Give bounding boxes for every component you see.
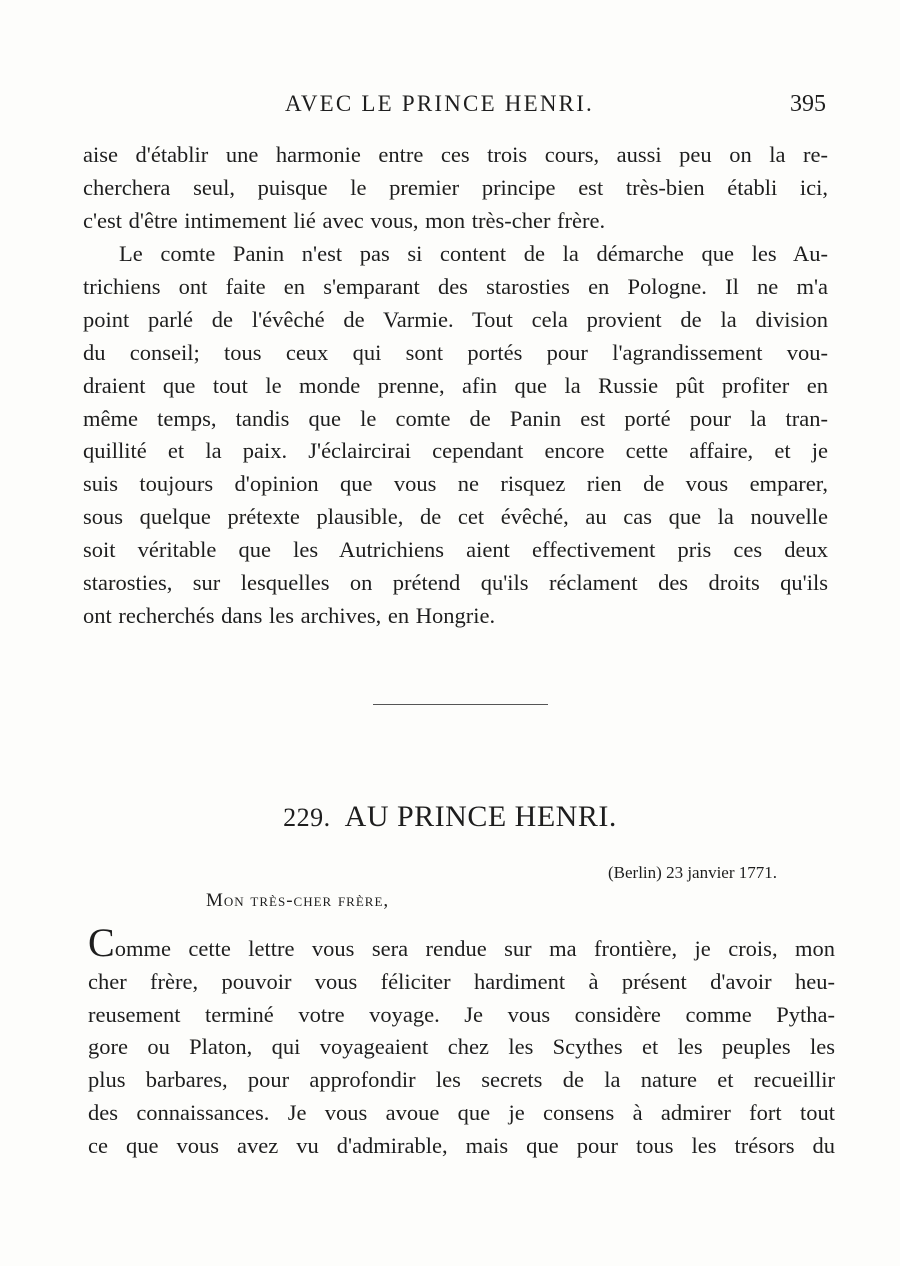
- text-line: Le comte Panin n'est pas si content de la démarche que les Au-: [119, 241, 828, 266]
- text-line: c'est d'être intimement lié avec vous, mon très-cher frère.: [83, 207, 606, 233]
- text-line: sous quelque prétexte plausible, de cet évêché, au cas que la nouvelle: [83, 504, 828, 530]
- paragraph-panin: [83, 238, 828, 633]
- text-line: gore ou Platon, qui voyageaient chez les Scythes et les peuples les: [88, 1034, 835, 1060]
- text-line: du conseil; tous ceux qui sont portés pour l'agrandissement vou-: [83, 339, 828, 365]
- text-line: trichiens ont faite en s'emparant des starosties en Pologne. Il ne m'a: [83, 273, 828, 299]
- text-line: soit véritable que les Autrichiens aient effectivement pris ces deux: [83, 537, 828, 563]
- letter-number: 229.: [283, 803, 331, 832]
- text-line: ce que vous avez vu d'admirable, mais que pour tous les trésors du: [88, 1132, 835, 1158]
- salutation: Mon très-cher frère,: [206, 890, 390, 911]
- running-title: AVEC LE PRINCE HENRI.: [285, 91, 595, 116]
- text-line: draient que tout le monde prenne, afin que la Russie pût profiter en: [83, 372, 828, 398]
- text-line: aise d'établir une harmonie entre ces trois cours, aussi peu on la re-: [83, 142, 828, 167]
- text-line: ont recherchés dans les archives, en Hongrie.: [83, 602, 496, 628]
- text-line: quillité et la paix. J'éclaircirai cependant encore cette affaire, et je: [83, 438, 828, 464]
- text-line: cher frère, pouvoir vous féliciter hardiment à présent d'avoir heu-: [88, 968, 835, 994]
- text-line: plus barbares, pour approfondir les secrets de la nature et recueillir: [88, 1067, 835, 1093]
- running-header: [0, 91, 900, 125]
- text-line: cherchera seul, puisque le premier principe est très-bien établi ici,: [83, 174, 828, 200]
- text-line: suis toujours d'opinion que vous ne risquez rien de vous emparer,: [83, 471, 828, 497]
- paragraph-continued: [83, 139, 828, 238]
- text-line: point parlé de l'évêché de Varmie. Tout cela provient de la division: [83, 306, 828, 332]
- text-line: [88, 920, 835, 966]
- letter-date: (Berlin) 23 janvier 1771.: [608, 863, 778, 882]
- section-separator-rule: [373, 704, 548, 705]
- text-line: starosties, sur lesquelles on prétend qu'ils réclament des droits qu'ils: [83, 570, 828, 596]
- drop-cap: C: [88, 920, 115, 965]
- letter-body: [88, 920, 835, 1163]
- letter-title: AU PRINCE HENRI.: [344, 800, 617, 833]
- text-line: même temps, tandis que le comte de Panin est porté pour la tran-: [83, 405, 828, 431]
- letter-heading: [0, 800, 900, 834]
- page-number: 395: [790, 91, 826, 117]
- text-line: des connaissances. Je vous avoue que je consens à admirer fort tout: [88, 1099, 835, 1125]
- text-line: reusement terminé votre voyage. Je vous considère comme Pytha-: [88, 1001, 835, 1027]
- first-line-text: omme cette lettre vous sera rendue sur ma frontière, je crois, mon: [114, 936, 835, 961]
